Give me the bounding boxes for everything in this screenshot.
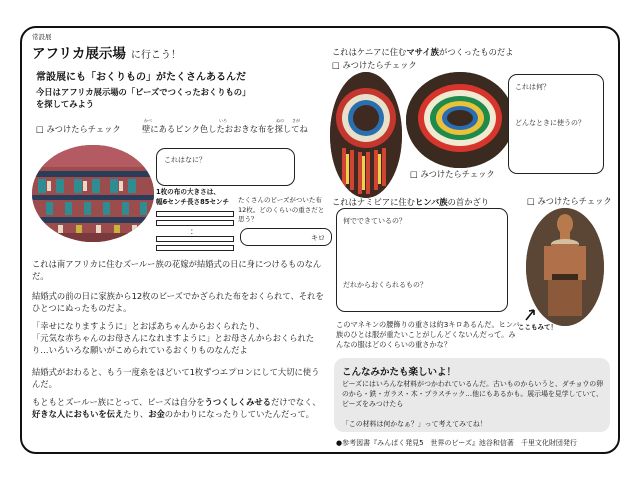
maasai-heading: これはケニアに住むマサイ族がつくったものだよ bbox=[332, 47, 514, 57]
question-label: これはなに？ bbox=[164, 156, 206, 164]
paragraph-apron: 結婚式がおわると、もう一度糸をほどいて1枚ずつエプロンにして大切に使うんだ。 bbox=[32, 367, 320, 389]
badge: 常設展 bbox=[32, 33, 52, 41]
page-title-main: アフリカ展示場 bbox=[32, 46, 126, 62]
maasai-collar-photo-1 bbox=[330, 72, 402, 198]
ruby-sagasu: さが bbox=[292, 118, 300, 123]
maasai-question-2: どんなときに使うの？ bbox=[515, 119, 585, 127]
maasai-question-1: これは何？ bbox=[515, 83, 550, 91]
mannequin-note: このマネキンの腰飾りの重さは約3キロあるんだ。ヒンバ族のひとは服が重たいことがしんどくないんだって。みんなの服はどのくらいの重さかな？ bbox=[336, 320, 520, 349]
paragraph-meaning: もともとズールー族にとって、ビーズは自分をうつくしくみせるだけでなく、好きな人におもいを伝えたり、お金のかわりになったりしていたんだって。 bbox=[32, 397, 321, 419]
cloth-strip bbox=[156, 236, 234, 242]
cloth-strip-ellipsis: ： bbox=[190, 227, 198, 236]
kg-unit: キロ bbox=[311, 234, 325, 242]
himba-question-2: だれからおくられるもの？ bbox=[343, 281, 427, 289]
check-item-1[interactable]: □ みつけたらチェック bbox=[36, 124, 121, 134]
paragraph-family-gift: 結婚式の前の日に家族から12枚のビーズでかざられた布をおくられて、それをひとつにぬったものだよ。 bbox=[32, 291, 324, 313]
cloth-size-line-1: 1枚の布の大きさは、 bbox=[156, 188, 220, 196]
cloth-strip bbox=[156, 245, 234, 251]
paragraph-wishes-2: 「元気な赤ちゃんのお母さんになれますように」とお母さんからおくられたり…いろいろな願いがこめられているおくりものなんだよ bbox=[32, 333, 315, 355]
check-item-3[interactable]: □ みつけたらチェック bbox=[410, 169, 495, 179]
check-item-4[interactable]: □ みつけたらチェック bbox=[527, 196, 612, 206]
worksheet-frame bbox=[20, 26, 620, 454]
zulu-beaded-cloth-photo bbox=[32, 145, 154, 242]
ruby-nuno: ぬの bbox=[276, 118, 284, 123]
check-1-instruction: 壁にあるピンク色したおおきな布を探してね bbox=[142, 124, 308, 134]
himba-heading: これはナミビアに住むヒンバ族の首かざり bbox=[332, 197, 490, 207]
maasai-collar-illustration bbox=[406, 72, 514, 168]
cloth-strip bbox=[156, 211, 234, 217]
callout-quote: 「この材料は何かなぁ？」って考えてみてね！ bbox=[342, 420, 487, 428]
paragraph-wishes-1: 「幸せになりますように」とおばあちゃんからおくられたり、 bbox=[32, 321, 265, 331]
ruby-iro: いろ bbox=[219, 118, 227, 123]
question-box-what[interactable] bbox=[156, 148, 295, 186]
ruby-kabe: かべ bbox=[144, 118, 152, 123]
maasai-collar-photo-2 bbox=[406, 72, 514, 168]
check-item-2[interactable]: □ みつけたらチェック bbox=[332, 60, 417, 70]
callout-box bbox=[334, 358, 610, 432]
pointer-arrow-icon bbox=[524, 306, 538, 322]
page-title bbox=[32, 42, 181, 62]
reference-credit: ●参考図書『みんぱく発見5 世界のビーズ』池谷和信著 千里文化財団発行 bbox=[336, 439, 577, 447]
look-here-caption: ここもみて！ bbox=[518, 323, 557, 331]
beaded-cloth-illustration bbox=[32, 145, 154, 242]
headline: 常設展にも「おくりもの」がたくさんあるんだ bbox=[36, 72, 246, 83]
beads-weight-question: たくさんのビーズがついた布12枚。どのくらいの重さだと思う？ bbox=[238, 196, 325, 223]
himba-question-1: 何でできているの？ bbox=[343, 217, 406, 225]
paragraph-zulu-bride: これは南アフリカに住むズールー族の花嫁が結婚式の日に身につけるものなんだ。 bbox=[32, 259, 322, 281]
weight-answer-field[interactable] bbox=[240, 228, 332, 246]
maasai-collar-illustration bbox=[330, 72, 402, 198]
himba-answer-box[interactable] bbox=[336, 208, 508, 312]
lead-line-1: 今日はアフリカ展示場の「ビーズでつくったおくりもの」 bbox=[36, 87, 251, 97]
cloth-size-line-2: 幅6センチ長さ85センチ bbox=[156, 198, 230, 206]
page-title-sub: に行こう！ bbox=[130, 50, 181, 61]
maasai-answer-box[interactable] bbox=[508, 74, 604, 174]
lead-line-2: を探してみよう bbox=[36, 99, 95, 109]
callout-body: ビーズにはいろんな材料がつかわれているんだ。古いものからいうと、ダチョウの卵のから・鉄・ガラス・木・プラスチック…他にもあるかも。展示場を見学していて、ビーズをみつけたら bbox=[342, 380, 604, 408]
callout-title: こんなみかたも楽しいよ！ bbox=[342, 367, 457, 378]
